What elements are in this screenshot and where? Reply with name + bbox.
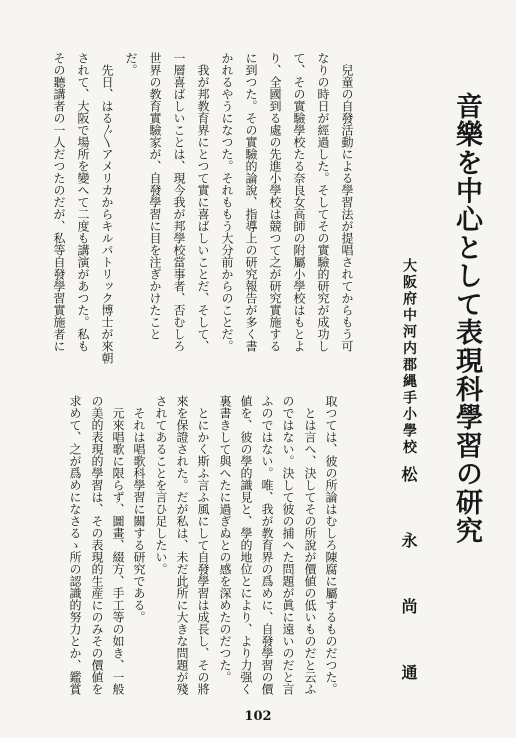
article-title: 音樂を中心として表現科學習の研究 — [451, 92, 482, 545]
lower-column-5: 値を、彼の學的識見と、學的地位とにより、より力强く — [239, 395, 253, 695]
lower-column-12: の美的表現的學習は、その表現的生産にのみその價値を — [90, 395, 104, 695]
page-number: 102 — [244, 709, 272, 724]
upper-column-11: 先日、はる〲アメリカからキルパトリック博士が來朝 — [100, 64, 114, 364]
upper-column-8: 一層喜ばしいことは、現今我が邦學校當事者、否むしろ — [172, 52, 186, 352]
lower-column-3: のではない。決して彼の捕へた問題が眞に遠いのだと言 — [281, 395, 295, 695]
lower-column-13: 求めて、之が爲めになさるゝ所の認識的努力とか、鑑賞 — [68, 395, 82, 695]
lower-column-1: 取つては、彼の所論はむしろ陳腐に屬するものだつた。 — [324, 395, 338, 695]
lower-column-6: 裏書きして與へたに過ぎぬとの感を深めたのだつた。 — [218, 395, 232, 683]
lower-column-2: とは言へ、決してその所說が價値の低いものだと云ふ — [303, 407, 317, 695]
upper-column-5: に到つた。その實驗的論說、指導上の研究報告が多く書 — [244, 52, 258, 352]
upper-column-10: だ。 — [124, 52, 138, 76]
author-affiliation: 大阪府中河内郡縄手小學校 — [401, 258, 417, 456]
lower-column-9: されてあることを言ひ足したい。 — [154, 395, 168, 575]
upper-column-2: なりの時日が經過した。そしてその實驗的研究が成功し — [316, 52, 330, 352]
upper-column-1: 兒童の自發活動による學習法が提唱されてからもう可 — [340, 64, 354, 352]
upper-column-6: かれるやうになつた。それももう大分前からのことだ。 — [220, 52, 234, 352]
upper-column-4: り、全國到る處の先進小學校は競つて之が研究實施する — [268, 52, 282, 352]
upper-column-7: 我が邦教育界にとつて實に喜ばしいことだ、そして、 — [196, 64, 210, 352]
lower-column-7: とにかく斯ふ言ふ風にして自發學習は成長し、その將 — [196, 407, 210, 695]
lower-column-11: 元來唱歌に限らず、圖畫、綴方、手工等の如き、一般 — [111, 407, 125, 695]
upper-column-9: 世界の教育實驗家が、自發學習に目を注ぎかけたこと — [148, 52, 162, 340]
lower-column-4: ふのではない。唯、我が教育界の爲めに、自發學習の價 — [260, 395, 274, 695]
lower-column-10: それは唱歌科學習に關する研究である。 — [132, 407, 146, 623]
upper-column-12: されて、大阪で場所を變へて二度も講演があつた。私も — [76, 52, 90, 352]
author-name: 松永尚通 — [399, 466, 418, 730]
upper-column-3: て、その實驗學校たる奈良女高師の附屬小學校はもとよ — [292, 52, 306, 352]
upper-column-13: その聽講者の一人だつたのだが、私等自發學習實施者に — [52, 52, 66, 352]
lower-column-8: 來を保證された。だが私は、未だ此所に大きな問題が殘 — [175, 395, 189, 695]
